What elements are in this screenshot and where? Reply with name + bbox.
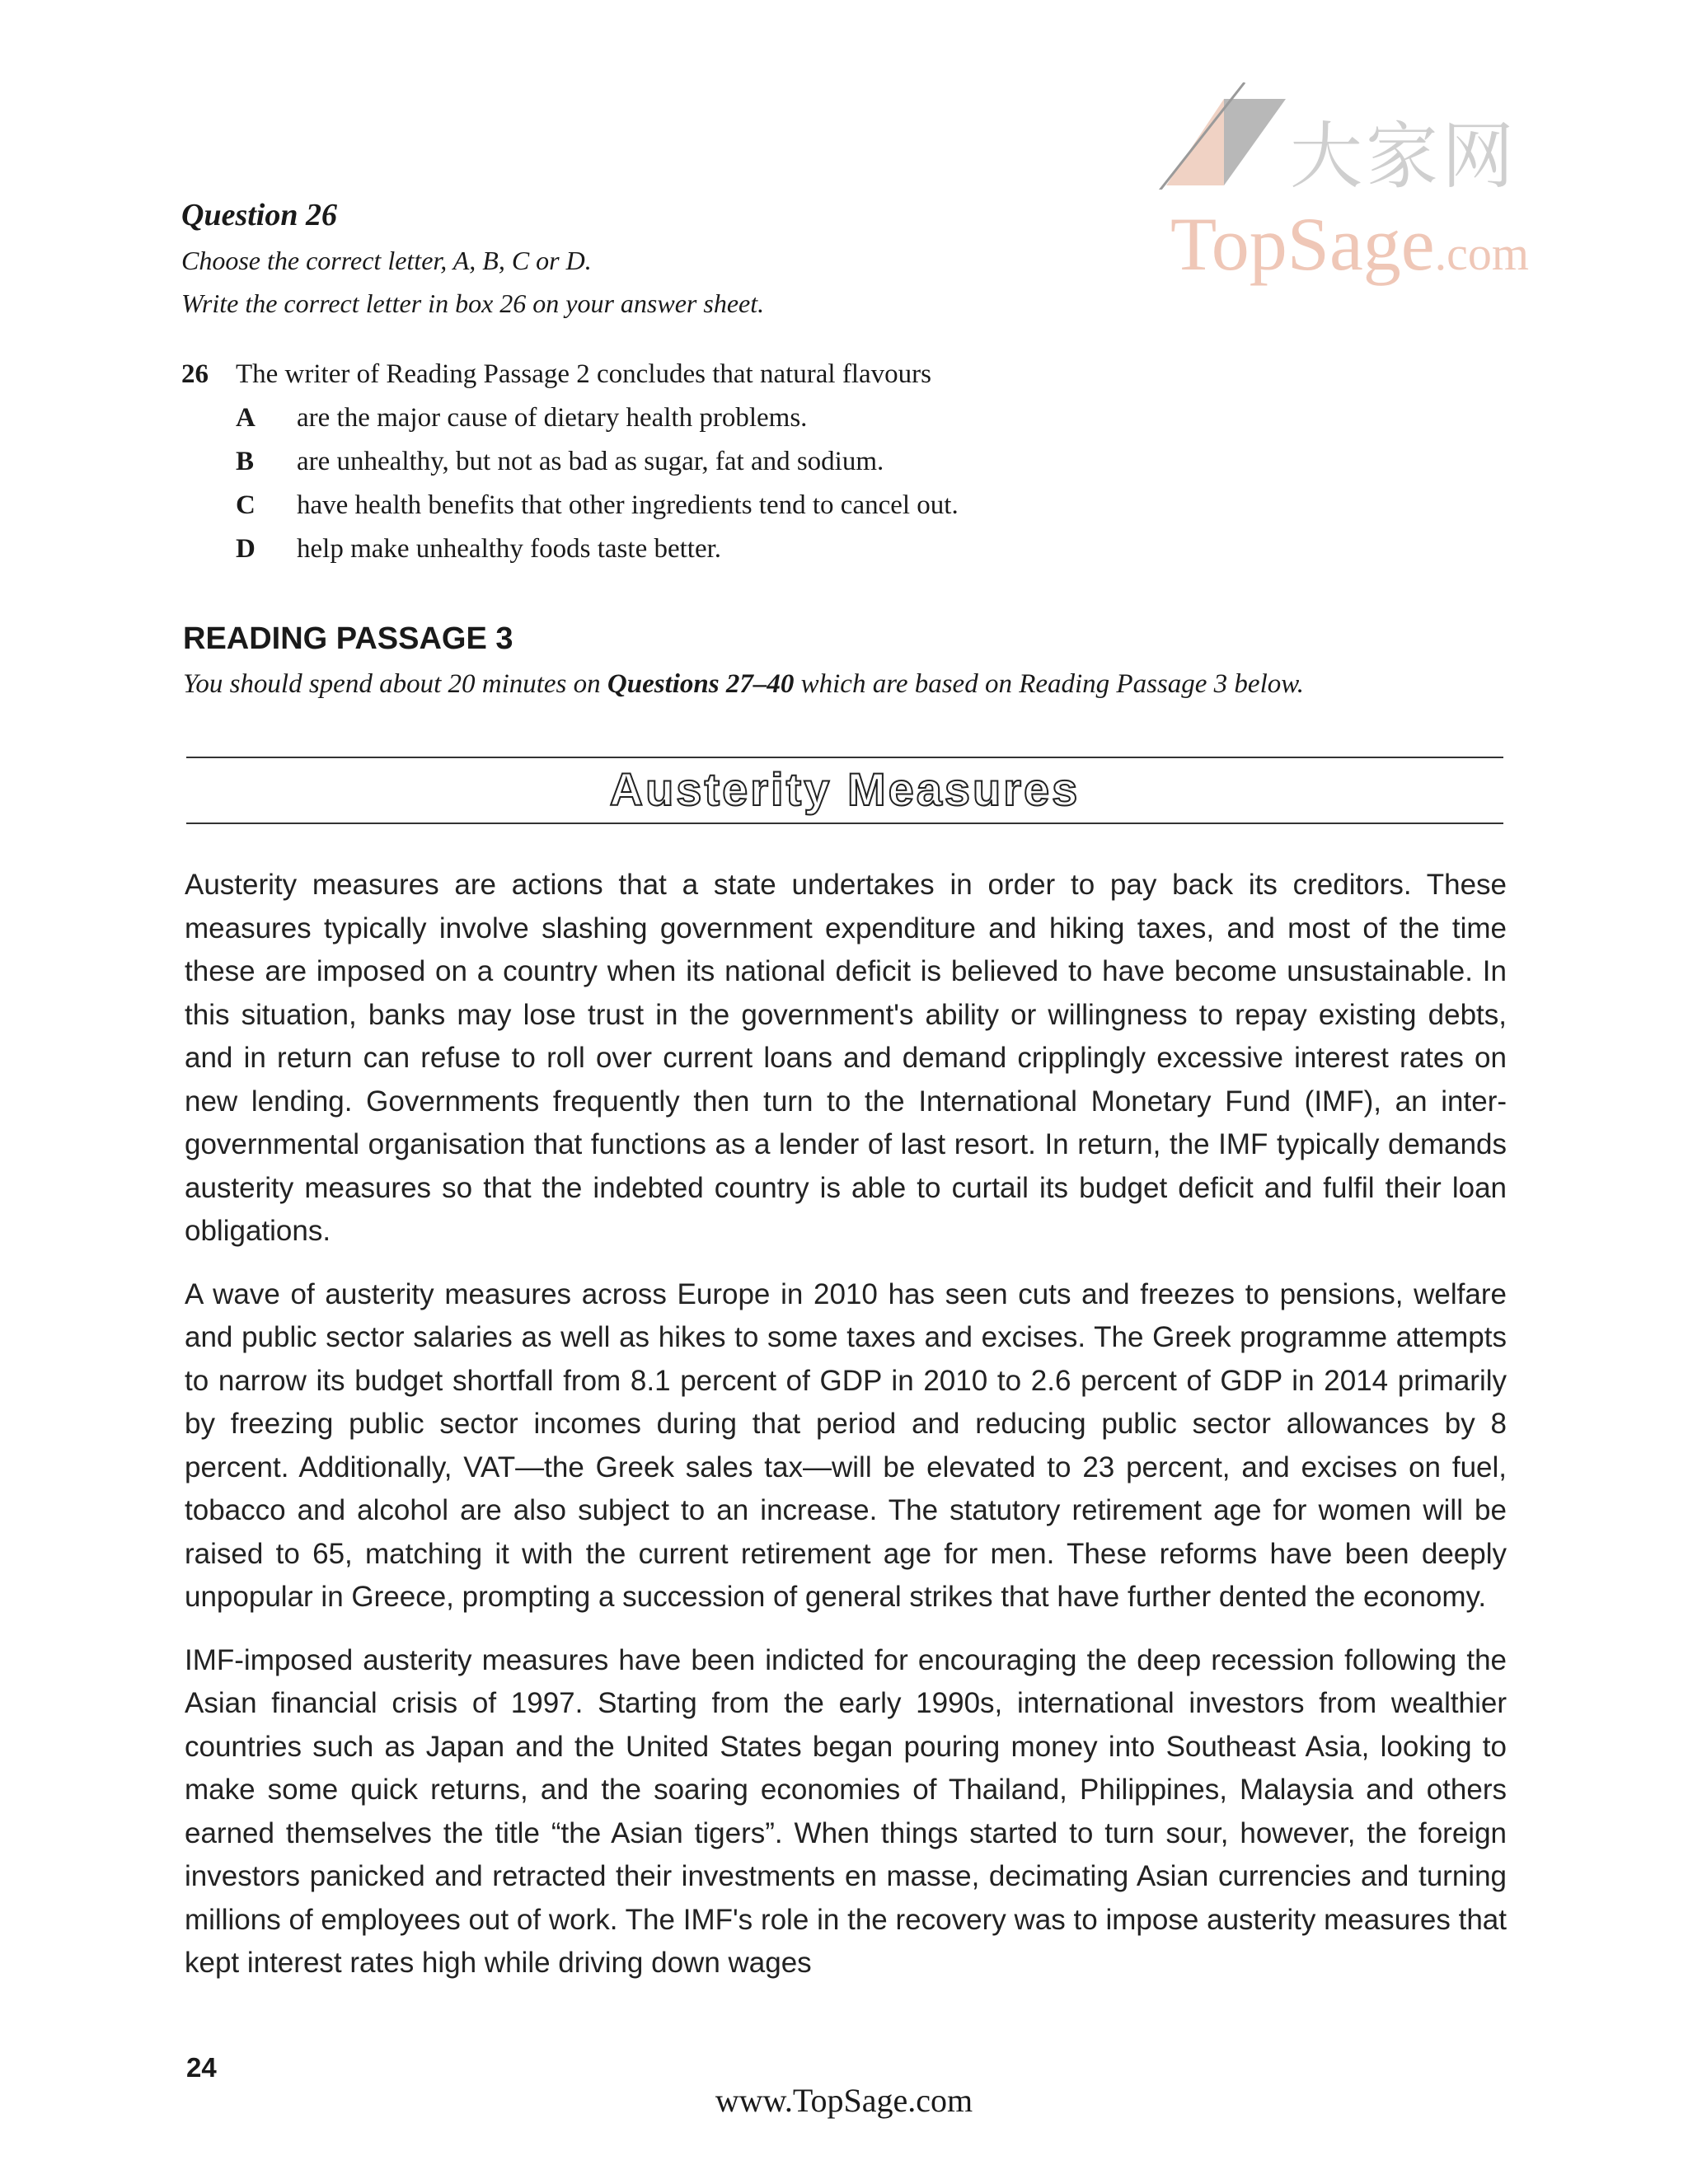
passage-instruction-pre: You should spend about 20 minutes on	[183, 669, 607, 699]
watermark-brand-suffix: .com	[1434, 227, 1529, 280]
question-stem-block	[181, 353, 1170, 571]
question-instruction-1: Choose the correct letter, A, B, C or D.	[181, 246, 592, 275]
passage-paragraph-2: A wave of austerity measures across Europe in 2010 has seen cuts and freezes to pensions, welfare and public sector salaries as well as hikes to some taxes and excises. The Greek programme attempts to narrow its budget shortfall from 8.1 percent of GDP in 2010 to 2.6 percent of GDP in 2014 primarily by freezing public sector incomes during that period and reducing public sector allowances by 8 percent. Additionally, VAT—the Greek sales tax—will be elevated to 23 percent, and excises on fuel, tobacco and alcohol are also subject to an increase. The statutory retirement age for women will be raised to 65, matching it with the current retirement age for men. These reforms have been deeply unpopular in Greece, prompting a succession of general strikes that have further dented the economy.	[185, 1277, 1507, 1613]
watermark-logo-icon	[1146, 82, 1294, 190]
option-letter: C	[236, 490, 256, 520]
watermark	[1146, 82, 1558, 305]
passage-paragraph-3: IMF-imposed austerity measures have been indicted for encouraging the deep recession following the Asian financial crisis of 1997. Starting from the early 1990s, international investors from wealthier countries such as Japan and the United States began pouring money into Southeast Asia, looking to make some quick returns, and the soaring economies of Thailand, Philippines, Malaysia and others earned themselves the title “the Asian tigers”. When things started to turn sour, however, the foreign investors panicked and retracted their investments en masse, decimating Asian currencies and turning millions of employees out of work. The IMF's role in the recovery was to impose austerity measures that kept interest rates high while driving down wages	[185, 1643, 1507, 1979]
option-d	[181, 527, 1170, 571]
option-c	[181, 484, 1170, 527]
option-b	[181, 440, 1170, 484]
passage-title: Austerity Measures	[609, 763, 1081, 815]
option-letter: A	[236, 403, 256, 433]
title-rule-top	[186, 757, 1503, 758]
option-text: are the major cause of dietary health problems.	[297, 403, 808, 433]
page-number: 24	[186, 2052, 217, 2083]
passage-instruction	[183, 669, 1304, 700]
option-letter: D	[236, 534, 256, 564]
option-a	[181, 396, 1170, 440]
question-stem	[181, 353, 1170, 396]
question-header	[181, 196, 764, 325]
question-stem-text: The writer of Reading Passage 2 concludes that natural flavours	[236, 359, 931, 389]
option-letter: B	[236, 447, 255, 476]
question-instruction-2: Write the correct letter in box 26 on your answer sheet.	[181, 288, 765, 318]
option-text: help make unhealthy foods taste better.	[297, 534, 722, 564]
passage-instruction-post: which are based on Reading Passage 3 below.	[794, 669, 1305, 699]
question-number: 26	[181, 359, 209, 389]
option-text: have health benefits that other ingredients tend to cancel out.	[297, 490, 959, 520]
passage-paragraph-1: Austerity measures are actions that a state undertakes in order to pay back its creditors. These measures typically involve slashing government expenditure and hiking taxes, and most of the time these are imposed on a country when its national deficit is believed to have become unsustainable. In this situation, banks may lose trust in the government's ability or willingness to repay existing debts, and in return can refuse to roll over current loans and demand cripplingly excessive interest rates on new lending. Governments frequently then turn to the International Monetary Fund (IMF), an inter-governmental organisation that functions as a lender of last resort. In return, the IMF typically demands austerity measures so that the indebted country is able to curtail its budget deficit and fulfil their loan obligations.	[185, 869, 1507, 1247]
passage-heading: READING PASSAGE 3	[183, 621, 513, 656]
option-text: are unhealthy, but not as bad as sugar, fat and sodium.	[297, 447, 884, 476]
question-title: Question 26	[181, 198, 337, 232]
watermark-cjk-text: 大家网	[1290, 114, 1518, 199]
passage-body	[185, 864, 1507, 2005]
title-rule-bottom	[186, 823, 1503, 824]
watermark-brand-name: TopSage	[1170, 202, 1435, 286]
passage-instruction-questions: Questions 27–40	[607, 669, 795, 699]
footer-url: www.TopSage.com	[715, 2082, 973, 2119]
watermark-brand	[1170, 202, 1529, 286]
